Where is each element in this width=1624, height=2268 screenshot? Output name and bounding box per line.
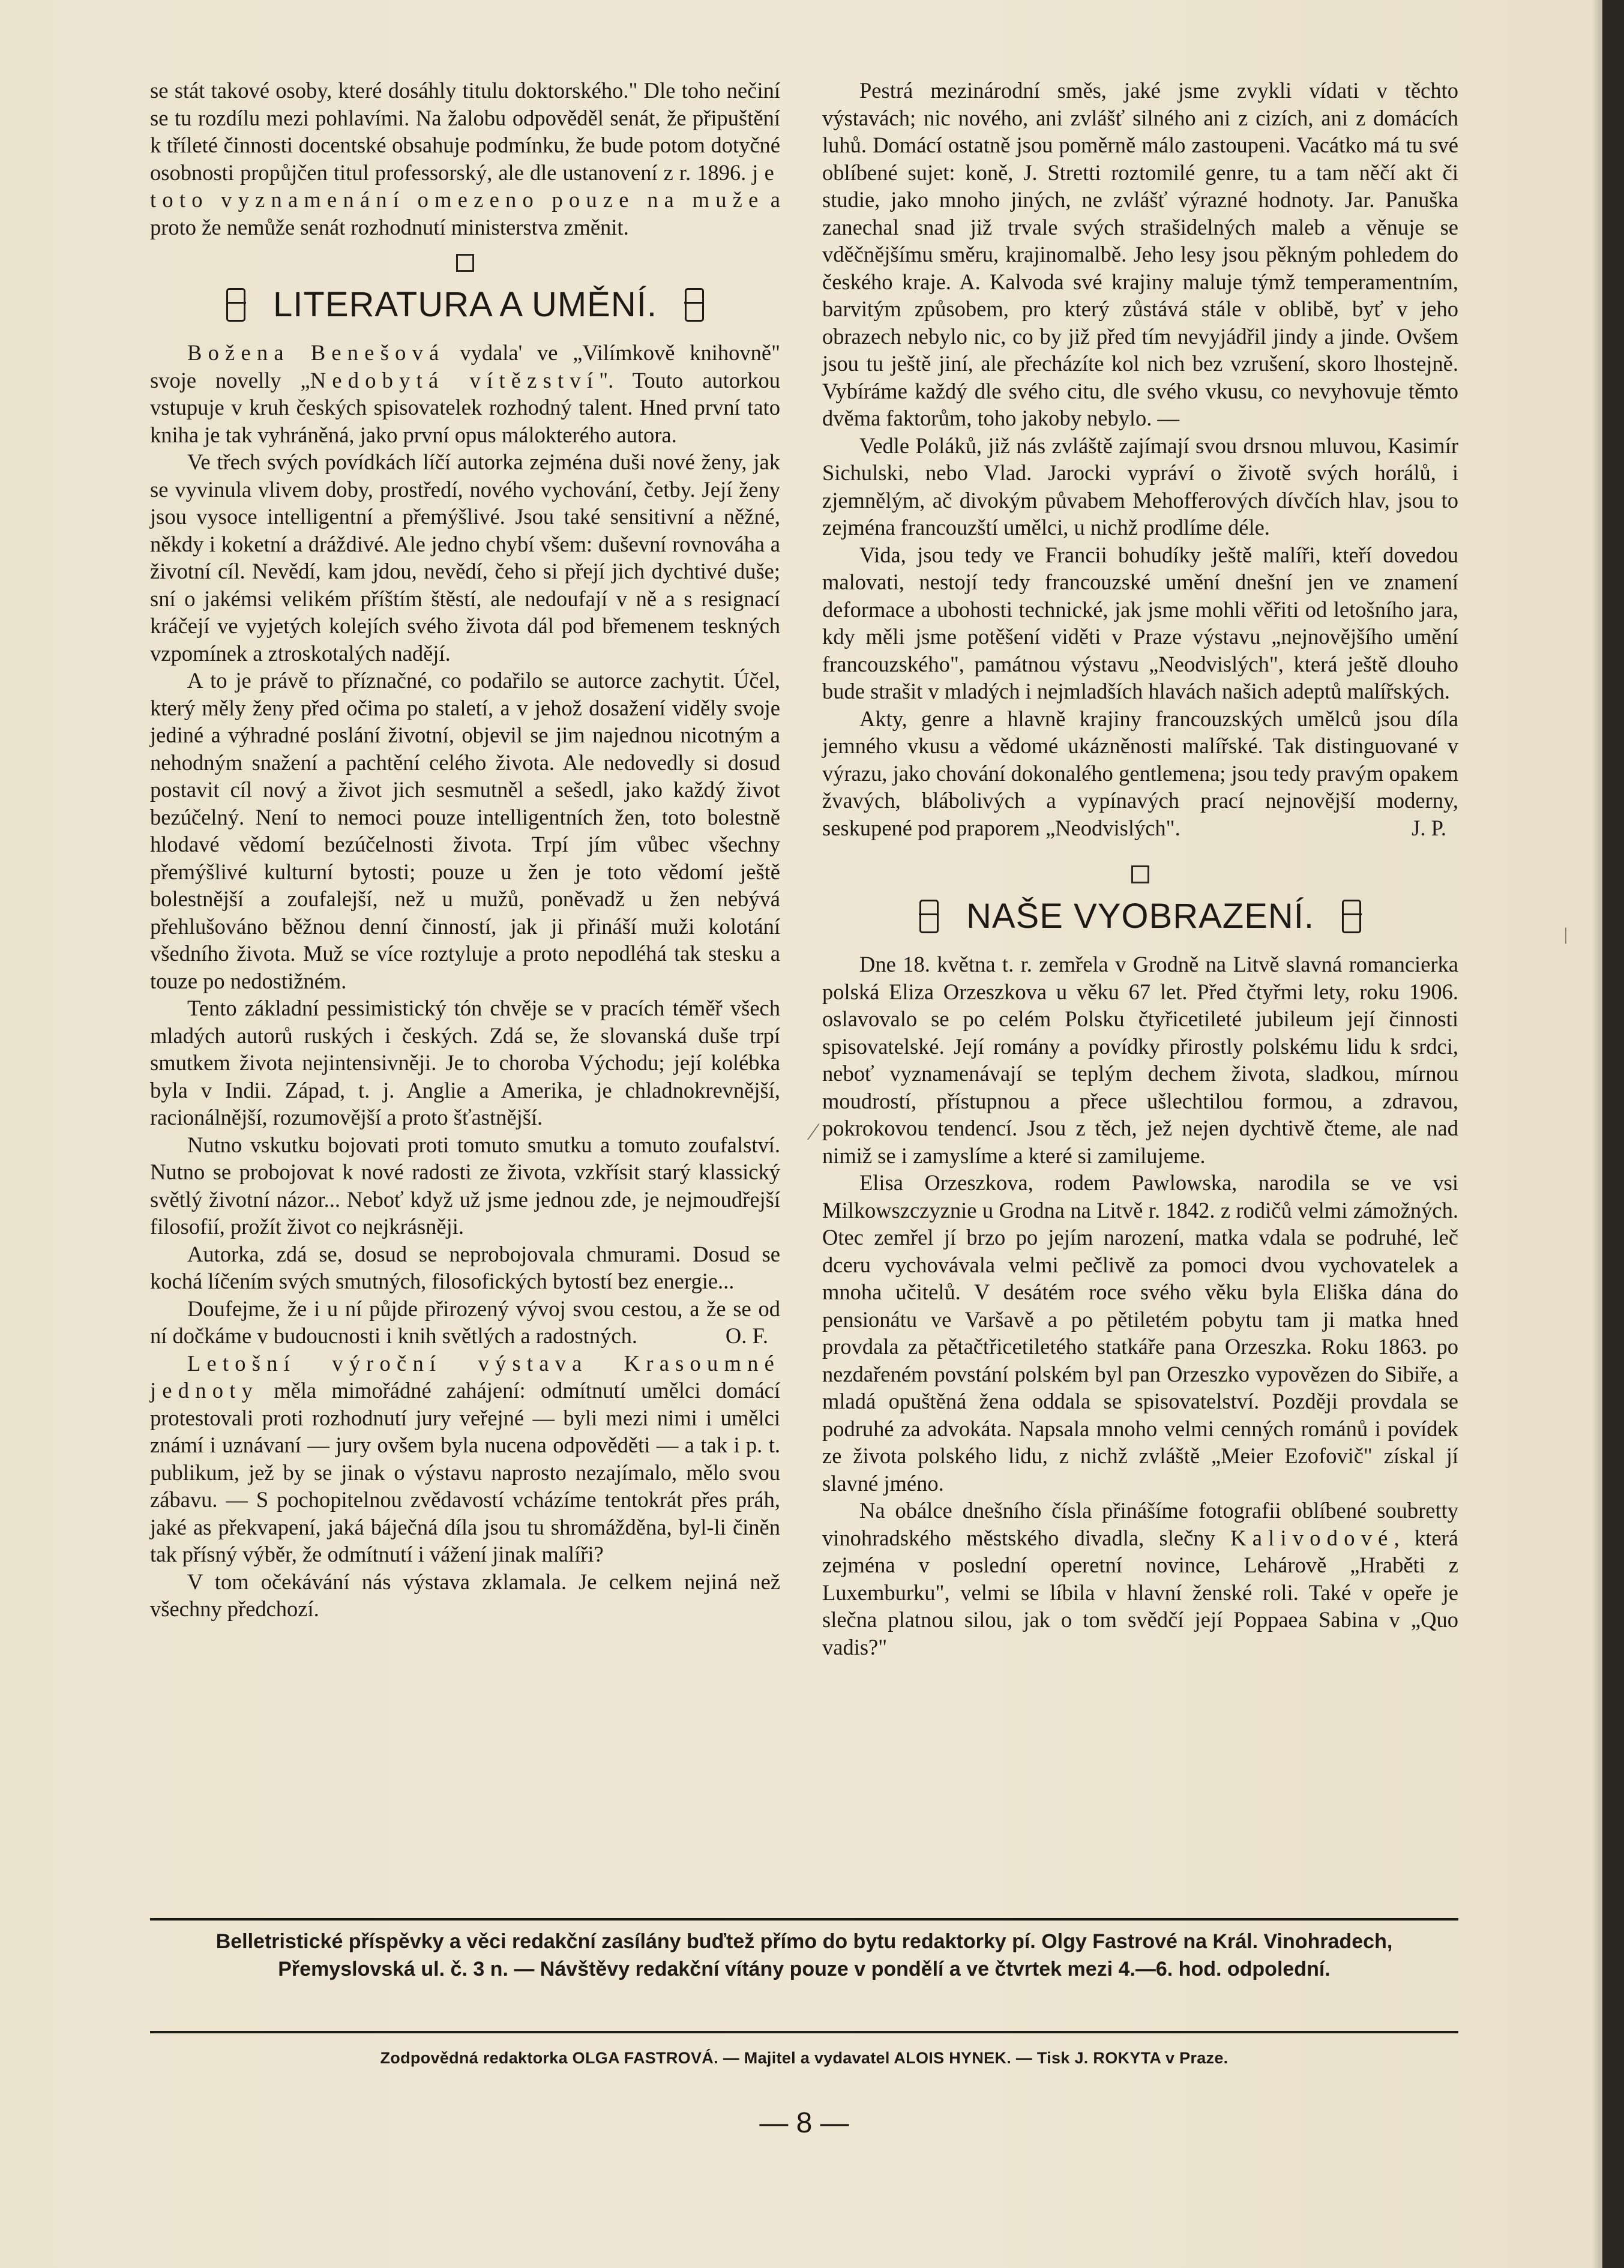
paragraph: Ve třech svých povídkách líčí autorka zejména duši nové ženy, jak se vyvinula vlivem doby, prostředí, nového vychování, četby. Její ženy jsou vysoce intelligentní a přemýšlivé. Jsou také sensitivní a něžné, někdy i koketní a dráždivé. Ale jedno chybí všem: duševní rovnováha a životní cíl. Nevědí, kam jdou, nevědí, čeho si přejí jich dychtivé duše; sní o jakémsi velikém příštím štěstí, ale nedoufají v ně a s resignací kráčejí ve vyjetých kolejích svého života dál pod břemenem teskných vzpomínek a ztroskotalých nadějí.	[150, 450, 780, 666]
ornament-icon	[1342, 900, 1361, 933]
paragraph: Elisa Orzeszkova, rodem Pawlowska, narodila se ve vsi Milkowszczyznie u Grodna na Litvě r. 1842. z rodičů velmi zámožných. Otec zemřel jí brzo po jejím narození, matka vdala se podruhé, leč dceru vychovávala velmi pečlivě za pomoci dvou vychovatelek a mnoha učitelů. V desátém roce svého věku byla Eliška dána do pensionátu ve Varšavě a po pětiletém pobytu tam ji matka hned provdala za pětačtřicetiletého statkáře pana Orzeszka. Roku 1863. po nezdařeném povstání polském byl pan Orzeszko vypovězen do Sibiře, a mladá opuštěná žena oddala se spisovatelství. Později provdala se podruhé za advokáta. Napsala mnoho velmi cenných románů i povídek ze života polského lidu, z nichž zvláště „Meier Ezofovič" získal jí slavné jméno.	[822, 1170, 1458, 1496]
paragraph: V tom očekávání nás výstava zklamala. Je celkem nejiná než všechny předchozí.	[150, 1569, 780, 1621]
left-column	[150, 77, 780, 1623]
paragraph: Tento základní pessimistický tón chvěje se v pracích téměř všech mladých autorů ruských i českých. Zdá se, že slovanská duše trpí smutkem života nejintensivněji. Je to choroba Východu; její kolébka byla v Indii. Západ, t. j. Anglie a Amerika, je chladnokrevnější, racionálnější, rozumovější a proto šťastnější.	[150, 996, 780, 1129]
ornament-icon	[685, 288, 704, 322]
page-number: — 8 —	[759, 2107, 849, 2139]
section-heading-literatura: LITERATURA A UMĚNÍ.	[150, 284, 780, 326]
scan-mark: |	[1564, 924, 1568, 944]
paragraph: Akty, genre a hlavně krajiny francouzských umělců jsou díla jemného vkusu a vědomé ukázněnosti malířské. Tak distinguované v výrazu, jako chování dokonalého gentlemena; jsou tedy pravým opakem žvavých, blábolivých a vypínavých prací nejnovější moderny, seskupené pod praporem „Neodvislých". J. P.	[822, 705, 1458, 842]
paragraph: Letošní výroční výstava Krasoumné jednoty měla mimořádné zahájení: odmítnutí umělci domácí protestovali proti rozhodnutí jury veřejné — byli mezi nimi i umělci známí i uznávaní — jury ovšem byla nucena odpověděti — a tak i p. t. publikum, jež by se jinak o výstavu naprosto nezajímalo, mělo svou zábavu. — S pochopitelnou zvědavostí vcházíme tentokrát přes práh, jaké as překvapení, jaká báječná díla jsou tu shromážděna, byl-li činěn tak přísný výběr, že odmítnutí i vážení jinak malíři?	[150, 1350, 780, 1566]
ornament-icon	[226, 288, 245, 322]
paragraph: Autorka, zdá se, dosud se neprobojovala chmurami. Dosud se kochá líčením svých smutných, filosofických bytostí bez energie...	[150, 1241, 780, 1293]
section-divider-square	[456, 254, 474, 272]
paragraph: A to je právě to příznačné, co podařilo se autorce zachytit. Účel, který měly ženy před očima po staletí, a v jehož dosažení viděly svoje jediné a výhradné poslání životní, objevil se jim najednou nicotným a nehodným snažení a pachtění celého života. Ale nedovedly si dosud postavit cíl nový a život jich sesmutněl a sešedl, jako každý život bezúčelný. Není to nemoci pouze intelligentních žen, toto bolestně hlodavé vědomí bezúčelnosti života. Trpí jím vůbec všechny přemýšlivé kulturní bytosti; pouze u žen je toto vědomí ještě bolestnější a zoufalejší, než u mužů, poněvadž u žen nebývá přehlušováno běžnou denní činností, jak ji přináší muži kolotání všedního života. Muž se více roztyluje a proto nepodléhá tak stesku a touze po nedostižném.	[150, 668, 780, 993]
right-column	[822, 77, 1458, 1661]
ornament-icon	[919, 900, 939, 933]
author-signature: O. F.	[725, 1323, 768, 1348]
footer-rule-top	[150, 1918, 1458, 1921]
paragraph: se stát takové osoby, které dosáhly titulu doktorského." Dle toho nečiní se tu rozdílu mezi pohlavími. Na žalobu odpověděl senát, že připuštění k tříleté činnosti docentské obsahuje podmínku, že bude potom dotyčné osobnosti propůjčen titul professorský, ale dle ustanovení z r. 1896. je toto vyznamenání omezeno pouze na muže a proto že nemůže senát rozhodnutí ministerstva změnit.	[150, 78, 780, 239]
paragraph: Nutno vskutku bojovati proti tomuto smutku a tomuto zoufalství. Nutno se probojovat k nové radosti ze života, vzkřísit starý klassický světlý životní názor... Neboť když už jsme jednou zde, je nejmoudřejší filosofií, prožít život co nejkrásněji.	[150, 1132, 780, 1239]
footer-rule-bottom	[150, 2031, 1458, 2033]
paragraph: Pestrá mezinárodní směs, jaké jsme zvykli vídati v těchto výstavách; nic nového, ani zvlášť silného ani z cizích, ani z domácích luhů. Domácí ostatně jsou poměrně málo zastoupeni. Vacátko má tu své oblíbené sujet: koně, J. Stretti roztomilé genre, tu a tam něčí akt či studie, jako mnoho jiných, ne zvlášť výrazné hodnoty. Jar. Panuška zanechal snad již trvale svých strašidelných maleb a věnuje se vděčnějšímu směru, krajinomalbě. Jeho lesy jsou pěkným pohledem do českého kraje. A. Kalvoda své krajiny maluje týmž temperamentním, barvitým způsobem, pro který zůstává stále v oblibě, byť v jeho obrazech nebylo nic, co by již před tím nevyjádřil jindy a jinde. Ovšem jsou tu ještě jiní, ale přecházíte kol nich bez vzrušení, skoro lhostejně. Vybíráme každý dle svého citu, dle svého vkusu, co nevyhovuje těmto dvěma faktorům, toho jakoby nebylo. —	[822, 78, 1458, 430]
section-divider-square	[1131, 865, 1149, 883]
page-edge-shadow	[1592, 0, 1602, 2268]
paragraph: Vedle Poláků, již nás zvláště zajímají svou drsnou mluvou, Kasimír Sichulski, nebo Vlad. Jarocki vypráví o životě svých horálů, i zjemnělým, ač divokým půvabem Mehofferových dívčích hlav, jsou to zejména francouzští umělci, u nichž prodlíme déle.	[822, 433, 1458, 540]
paragraph: Na obálce dnešního čísla přinášíme fotografii oblíbené soubretty vinohradského městského divadla, slečny Kalivodové, která zejména v poslední operetní novince, Lehárově „Hraběti z Luxemburku", velmi se líbila v hlavní ženské roli. Také v opeře je slečna platnou silou, jak o tom svědčí její Poppaea Sabina v „Quo vadis?"	[822, 1498, 1459, 1659]
paragraph: Dne 18. května t. r. zemřela v Grodně na Litvě slavná romancierka polská Eliza Orzeszkova u věku 67 let. Před čtyřmi lety, roku 1906. oslavovalo se po celém Polsku čtyřicetileté jubileum její činnosti spisovatelské. Její romány a povídky přirostly polskému lidu k srdci, neboť vyznamenávají se teplým dechem života, sladkou, mírnou moudrostí, přístupnou a přece ušlechtilou formou, a zdravou, pokrokovou tendencí. Jsou z těch, jež nejen dychtivě čteme, ale nad nimiž se i zamyslíme a které si zamilujeme.	[822, 952, 1458, 1168]
publisher-imprint: Zodpovědná redaktorka OLGA FASTROVÁ. — Majitel a vydavatel ALOIS HYNEK. — Tisk J. ROKYTA v Praze.	[380, 2049, 1229, 2067]
paragraph: Božena Benešová vydala' ve „Vilímkově knihovně" svoje novelly „Nedobytá vítězství". Touto autorkou vstupuje v kruh českých spisovatelek rozhodný talent. Hned první tato kniha je tak vyhráněná, jako první opus málokterého autora.	[150, 340, 781, 447]
scan-mark: ⁄	[811, 1118, 816, 1145]
page-binding-edge	[1602, 0, 1624, 2268]
author-signature: J. P.	[1412, 815, 1446, 840]
paragraph: Doufejme, že i u ní půjde přirozený vývoj svou cestou, a že se od ní dočkáme v budoucnosti i knih světlých a radostných. O. F.	[150, 1295, 780, 1350]
editorial-notice: Belletristické příspěvky a věci redakční zasílány buďtež přímo do bytu redaktorky pí. Olgy Fastrové na Král. Vinohradech, Přemyslovská ul. č. 3 n. — Návštěvy redakční vítány pouze v pondělí a ve čtvrtek mezi 4.—6. hod. odpolední.	[215, 1930, 1393, 1981]
section-heading-vyobrazeni: NAŠE VYOBRAZENÍ.	[822, 895, 1458, 937]
paragraph: Vida, jsou tedy ve Francii bohudíky ještě malíři, kteří dovedou malovati, nestojí tedy francouzské umění dnešní jen ve znamení deformace a ubohosti technické, jak jsme mohli věřiti od letošního jara, kdy měli jsme potěšení viděti v Praze výstavu „nejnovějšího umění francouzského", památnou výstavu „Neodvislých", která ještě dlouho bude strašit v mladých i nejmladších hlavách našich adeptů malířských.	[822, 542, 1458, 703]
